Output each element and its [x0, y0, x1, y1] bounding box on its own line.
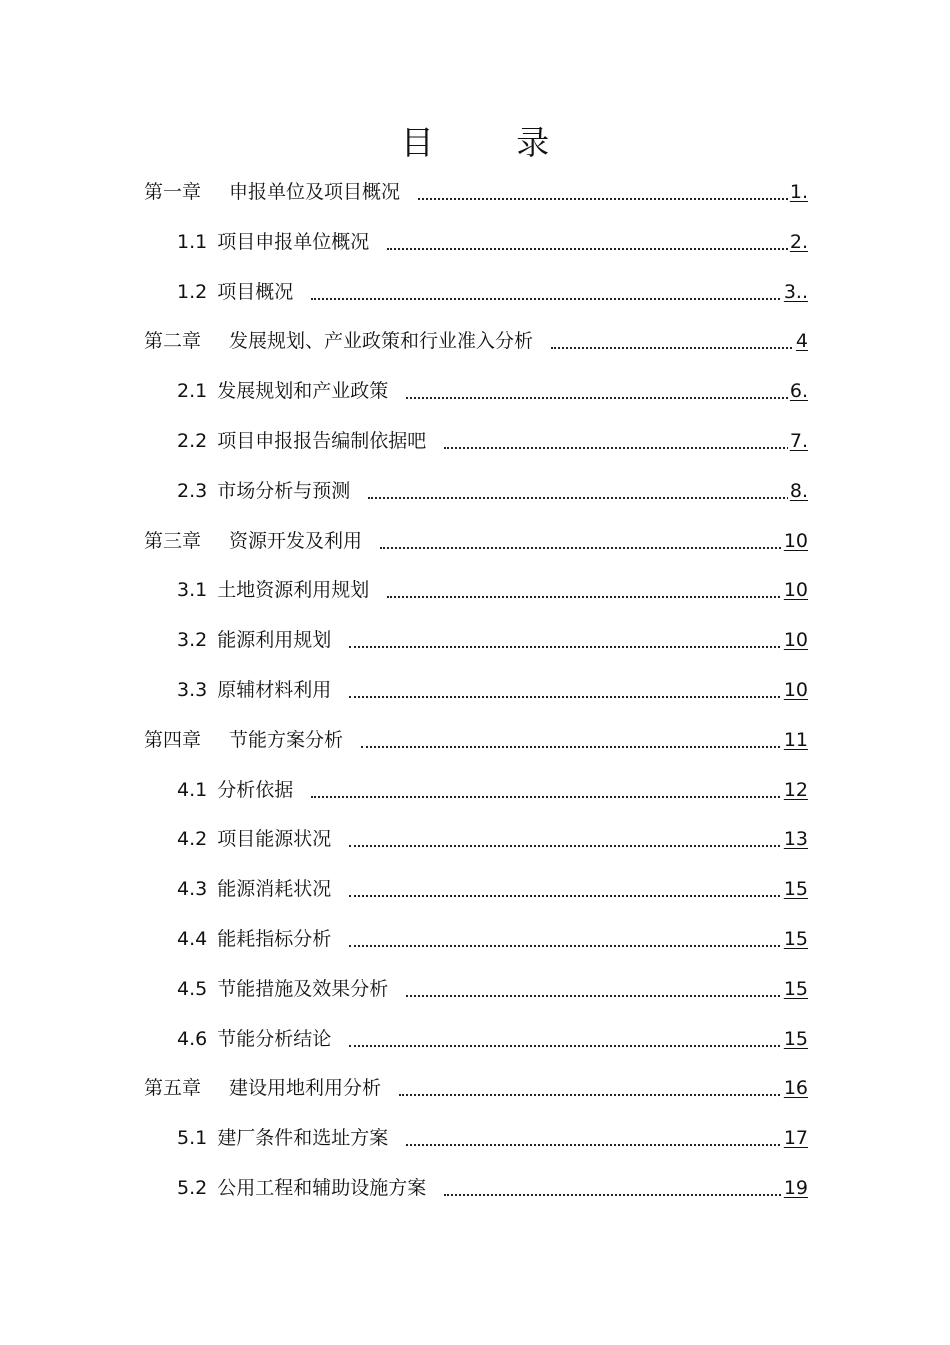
toc-entry-label — [177, 1113, 392, 1163]
toc-entry-title: 能耗指标分析 — [217, 927, 332, 950]
toc-section-entry[interactable] — [0, 565, 950, 615]
toc-entry-label — [177, 565, 373, 615]
toc-page-number[interactable]: 15 — [782, 914, 808, 964]
toc-entry-label — [177, 416, 430, 466]
toc-chapter-entry[interactable] — [0, 316, 950, 366]
toc-entry-title: 建厂条件和选址方案 — [217, 1127, 389, 1150]
toc-page-number[interactable]: 7. — [788, 416, 808, 466]
toc-section-entry[interactable] — [0, 964, 950, 1014]
toc-entry-label — [177, 765, 297, 815]
toc-entry-label — [177, 267, 297, 317]
dot-leader — [349, 895, 800, 897]
toc-section-entry[interactable] — [0, 864, 950, 914]
toc-section-entry[interactable] — [0, 914, 950, 964]
toc-page-number[interactable]: 15 — [782, 964, 808, 1014]
toc-entry-title: 原辅材料利用 — [217, 678, 332, 701]
toc-chapter-entry[interactable] — [0, 715, 950, 765]
dot-leader — [349, 945, 800, 947]
toc-entry-number: 第三章 — [144, 529, 202, 552]
toc-entry-label — [144, 316, 537, 366]
toc-entry-title: 申报单位及项目概况 — [229, 181, 401, 203]
toc-page-number[interactable]: 1. — [788, 167, 808, 217]
dot-leader — [444, 447, 800, 449]
toc-page-number[interactable]: 15 — [782, 1014, 808, 1064]
toc-entry-label — [177, 217, 373, 267]
toc-entry-label — [177, 914, 335, 964]
toc-entry-label — [177, 864, 335, 914]
toc-page-number[interactable]: 2. — [788, 217, 808, 267]
toc-entry-number: 1.2 — [177, 280, 208, 303]
toc-entry-number: 第五章 — [144, 1077, 202, 1100]
toc-section-entry[interactable] — [0, 416, 950, 466]
toc-entry-title: 资源开发及利用 — [229, 529, 363, 552]
toc-page-number[interactable]: 19 — [782, 1163, 808, 1213]
toc-entry-label — [177, 366, 392, 416]
dot-leader — [349, 845, 800, 847]
toc-page-number[interactable]: 10 — [782, 665, 808, 715]
toc-page-number[interactable]: 3.. — [782, 267, 808, 317]
dot-leader — [406, 995, 800, 997]
toc-entry-title: 市场分析与预测 — [217, 479, 351, 502]
toc-entry-title: 节能方案分析 — [229, 728, 344, 751]
toc-entry-number: 2.2 — [177, 429, 208, 452]
toc-page-number[interactable]: 12 — [782, 765, 808, 815]
toc-section-entry[interactable] — [0, 1113, 950, 1163]
dot-leader — [311, 796, 800, 798]
toc-entry-number: 2.1 — [177, 380, 208, 403]
toc-page-number[interactable]: 17 — [782, 1113, 808, 1163]
toc-entry-number: 第一章 — [144, 181, 202, 203]
table-of-contents — [0, 167, 950, 1213]
toc-page-number[interactable]: 13 — [782, 814, 808, 864]
toc-section-entry[interactable] — [0, 765, 950, 815]
toc-entry-label — [177, 814, 335, 864]
dot-leader — [361, 746, 800, 748]
toc-section-entry[interactable] — [0, 1163, 950, 1213]
toc-section-entry[interactable] — [0, 665, 950, 715]
toc-entry-title: 土地资源利用规划 — [217, 579, 370, 602]
toc-page-number[interactable]: 4 — [794, 316, 808, 366]
toc-page-number[interactable]: 6. — [788, 366, 808, 416]
toc-chapter-entry[interactable] — [0, 167, 950, 217]
toc-page-number[interactable]: 10 — [782, 615, 808, 665]
dot-leader — [311, 298, 800, 300]
toc-page-number[interactable]: 8. — [788, 466, 808, 516]
toc-entry-number: 4.4 — [177, 927, 208, 950]
toc-section-entry[interactable] — [0, 466, 950, 516]
toc-entry-number: 4.3 — [177, 878, 208, 901]
toc-entry-title: 项目申报报告编制依据吧 — [217, 429, 427, 452]
toc-entry-number: 2.3 — [177, 479, 208, 502]
toc-entry-title: 项目概况 — [217, 280, 294, 303]
dot-leader — [444, 1194, 800, 1196]
toc-section-entry[interactable] — [0, 1014, 950, 1064]
toc-entry-title: 能源利用规划 — [217, 629, 332, 652]
toc-chapter-entry[interactable] — [0, 1063, 950, 1113]
toc-entry-number: 4.5 — [177, 977, 208, 1000]
toc-entry-number: 4.2 — [177, 828, 208, 851]
toc-page-number[interactable]: 15 — [782, 864, 808, 914]
toc-page-number[interactable]: 10 — [782, 516, 808, 566]
toc-entry-title: 节能分析结论 — [217, 1027, 332, 1050]
toc-entry-title: 建设用地利用分析 — [229, 1077, 382, 1100]
page-title: 目 录 — [400, 123, 586, 162]
toc-entry-number: 第四章 — [144, 728, 202, 751]
toc-entry-title: 项目申报单位概况 — [217, 230, 370, 253]
toc-entry-number: 3.2 — [177, 629, 208, 652]
toc-entry-label — [144, 1063, 385, 1113]
toc-entry-label — [177, 964, 392, 1014]
dot-leader — [418, 198, 800, 200]
toc-entry-title: 项目能源状况 — [217, 828, 332, 851]
toc-entry-number: 3.1 — [177, 579, 208, 602]
toc-section-entry[interactable] — [0, 267, 950, 317]
dot-leader — [399, 1094, 800, 1096]
toc-section-entry[interactable] — [0, 615, 950, 665]
toc-chapter-entry[interactable] — [0, 516, 950, 566]
toc-entry-number: 第二章 — [144, 330, 202, 353]
toc-page-number[interactable]: 16 — [782, 1063, 808, 1113]
toc-entry-label — [177, 1014, 335, 1064]
toc-entry-label — [177, 1163, 430, 1213]
toc-entry-number: 5.2 — [177, 1176, 208, 1199]
toc-entry-number: 4.6 — [177, 1027, 208, 1050]
dot-leader — [387, 248, 800, 250]
toc-entry-title: 发展规划、产业政策和行业准入分析 — [229, 330, 534, 353]
dot-leader — [387, 596, 800, 598]
dot-leader — [406, 397, 800, 399]
toc-entry-label — [144, 516, 366, 566]
toc-entry-title: 发展规划和产业政策 — [217, 380, 389, 403]
toc-entry-label — [144, 715, 347, 765]
toc-entry-title: 公用工程和辅助设施方案 — [217, 1176, 427, 1199]
toc-entry-title: 分析依据 — [217, 778, 294, 801]
toc-entry-number: 1.1 — [177, 230, 208, 253]
toc-entry-label — [177, 615, 335, 665]
toc-entry-title: 节能措施及效果分析 — [217, 977, 389, 1000]
toc-section-entry[interactable] — [0, 366, 950, 416]
toc-entry-number: 3.3 — [177, 678, 208, 701]
toc-entry-label — [177, 665, 335, 715]
dot-leader — [368, 497, 800, 499]
toc-section-entry[interactable] — [0, 814, 950, 864]
dot-leader — [349, 646, 800, 648]
dot-leader — [380, 547, 800, 549]
dot-leader — [349, 1045, 800, 1047]
toc-page-number[interactable]: 11 — [782, 715, 808, 765]
toc-entry-number: 4.1 — [177, 778, 208, 801]
dot-leader — [551, 347, 800, 349]
toc-page-number[interactable]: 10 — [782, 565, 808, 615]
toc-entry-label — [177, 466, 354, 516]
toc-entry-number: 5.1 — [177, 1127, 208, 1150]
dot-leader — [349, 696, 800, 698]
toc-entry-label — [144, 167, 404, 217]
toc-entry-title: 能源消耗状况 — [217, 878, 332, 901]
toc-section-entry[interactable] — [0, 217, 950, 267]
dot-leader — [406, 1144, 800, 1146]
